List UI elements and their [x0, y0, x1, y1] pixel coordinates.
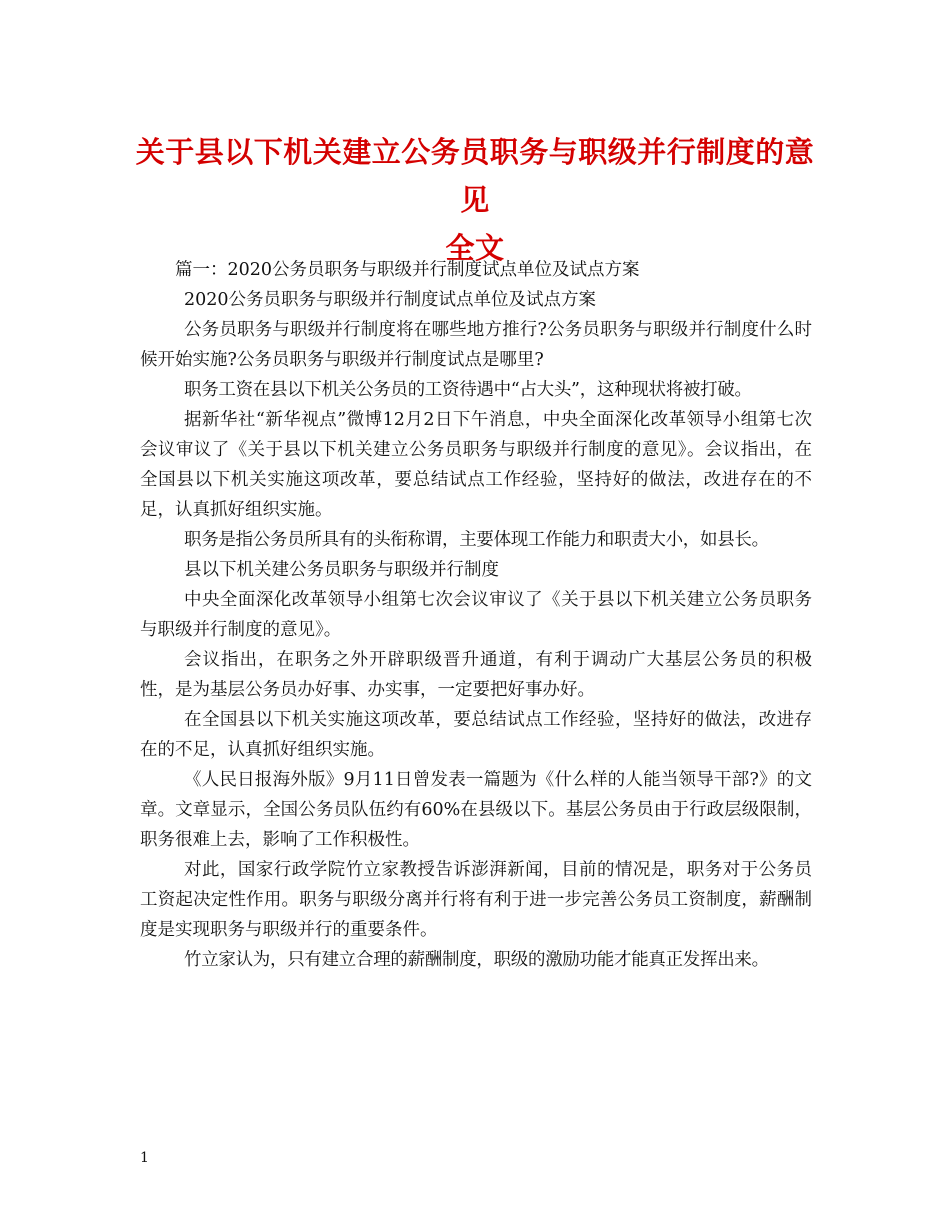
paragraph: 会议指出，在职务之外开辟职级晋升通道，有利于调动广大基层公务员的积极性，是为基层公务员办好事、办实事，一定要把好事办好。 [140, 650, 812, 700]
section-heading: 篇一：2020公务员职务与职级并行制度试点单位及试点方案 [175, 260, 640, 280]
page-number: 1 [140, 1150, 149, 1166]
paragraph: 职务工资在县以下机关公务员的工资待遇中“占大头”，这种现状将被打破。 [184, 380, 752, 400]
paragraph: 职务是指公务员所具有的头衔称谓，主要体现工作能力和职责大小，如县长。 [184, 530, 769, 550]
paragraph: 据新华社“新华视点”微博12月2日下午消息，中央全面深化改革领导小组第七次会议审议了《关于县以下机关建立公务员职务与职级并行制度的意见》。会议指出，在全国县以下机关实施这项改革，要总结试点工作经验，坚持好的做法，改进存在的不足，认真抓好组织实施。 [140, 410, 812, 520]
document-body [140, 255, 812, 975]
paragraph: 中央全面深化改革领导小组第七次会议审议了《关于县以下机关建立公务员职务与职级并行制度的意见》。 [140, 590, 812, 640]
title-line-1: 关于县以下机关建立公务员职务与职级并行制度的意见 [135, 135, 815, 217]
paragraph: 竹立家认为，只有建立合理的薪酬制度，职级的激励功能才能真正发挥出来。 [184, 950, 769, 970]
paragraph: 对此，国家行政学院竹立家教授告诉澎湃新闻，目前的情况是，职务对于公务员工资起决定性作用。职务与职级分离并行将有利于进一步完善公务员工资制度，薪酬制度是实现职务与职级并行的重要条件。 [140, 860, 812, 940]
paragraph: 公务员职务与职级并行制度将在哪些地方推行?公务员职务与职级并行制度什么时候开始实施?公务员职务与职级并行制度试点是哪里? [140, 320, 812, 370]
paragraph: 《人民日报海外版》9月11日曾发表一篇题为《什么样的人能当领导干部?》的文章。文章显示，全国公务员队伍约有60%在县级以下。基层公务员由于行政层级限制，职务很难上去，影响了工作积极性。 [140, 770, 812, 850]
document-title [130, 128, 820, 272]
paragraph: 在全国县以下机关实施这项改革，要总结试点工作经验，坚持好的做法，改进存在的不足，认真抓好组织实施。 [140, 710, 812, 760]
paragraph: 县以下机关建公务员职务与职级并行制度 [184, 560, 499, 580]
section-subheading: 2020公务员职务与职级并行制度试点单位及试点方案 [184, 290, 597, 310]
title-line-2: 全文 [445, 231, 505, 265]
